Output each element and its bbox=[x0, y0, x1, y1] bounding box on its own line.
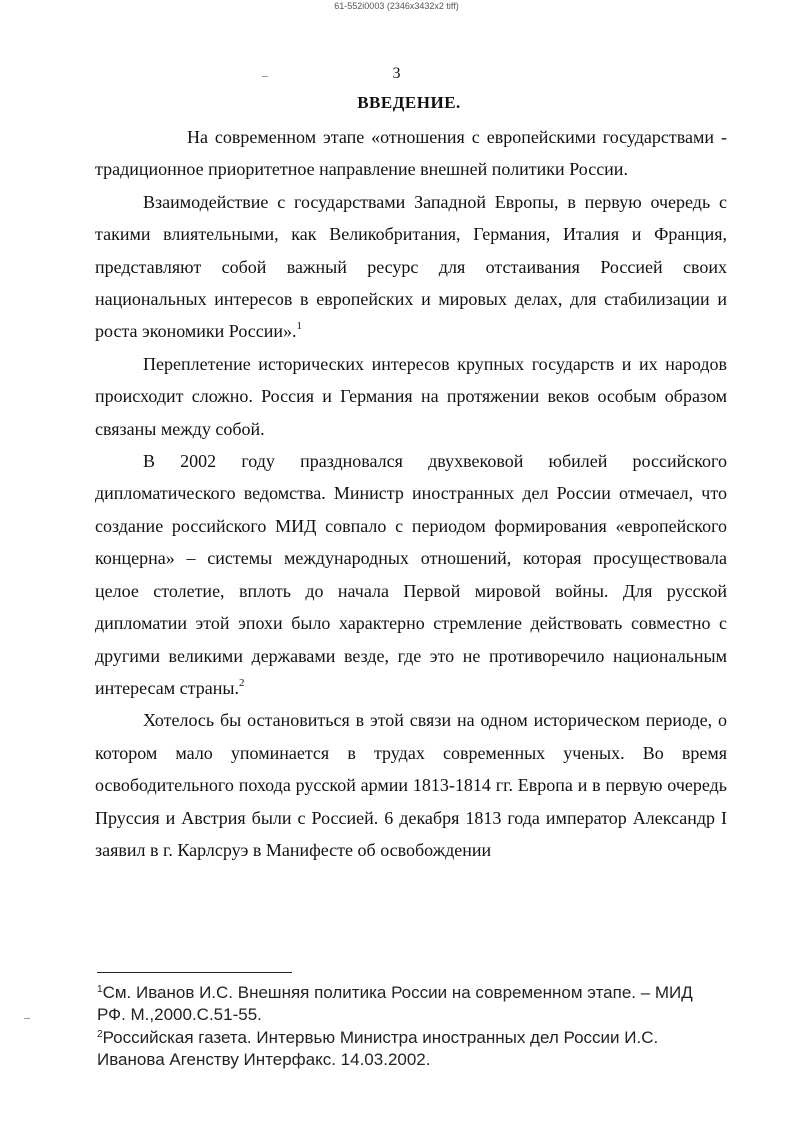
paragraph-5 bbox=[95, 704, 727, 866]
footnotes bbox=[97, 982, 712, 1072]
footnote-1 bbox=[97, 982, 712, 1025]
footnote-ref-1: 1 bbox=[296, 320, 303, 333]
footnote-divider bbox=[97, 972, 292, 973]
scan-header: 61-552i0003 (2346x3432x2 tiff) bbox=[334, 1, 459, 11]
scan-speck bbox=[24, 1018, 30, 1019]
paragraph-3 bbox=[95, 348, 727, 445]
paragraph-text: Взаимодействие с государствами Западной Европы, в первую очередь с такими влиятельными, как Великобритания, Германия, Италия и Франция, представляют собой важный ресурс для отстаивания Россией своих национальных интересов в европейских и мировых делах, для стабилизации и роста экономики России». bbox=[95, 191, 727, 342]
paragraph-1 bbox=[95, 121, 727, 186]
page-number: 3 bbox=[392, 65, 401, 82]
body-text bbox=[95, 121, 727, 866]
paragraph-2 bbox=[95, 186, 727, 348]
paragraph-text: Хотелось бы остановиться в этой связи на одном историческом периоде, о котором мало упоминается в трудах современных ученых. Во время освободительного похода русской армии 1813-1814 гг. Европа и в первую очередь Пруссия и Австрия были с Россией. 6 декабря 1813 года император Александр I заявил в г. Карлсруэ в Манифесте об освобождении bbox=[95, 710, 727, 860]
paragraph-4 bbox=[95, 445, 727, 704]
footnote-ref-2: 2 bbox=[238, 676, 245, 689]
scan-speck bbox=[262, 76, 268, 77]
paragraph-text: Переплетение исторических интересов крупных государств и их народов происходит сложно. Россия и Германия на протяжении веков особым образом связаны между собой. bbox=[95, 353, 727, 439]
footnote-marker: 1 bbox=[97, 984, 103, 995]
paragraph-text: На современном этапе «отношения с европейскими государствами - традиционное приоритетное направление внешней политики России. bbox=[95, 127, 727, 180]
paragraph-text: В 2002 году праздновался двухвековой юбилей российского дипломатического ведомства. Министр иностранных дел России отмечаел, что создание российского МИД совпало с периодом формирования «европейского концерна» – системы международных отношений, которая просуществовала целое столетие, вплоть до начала Первой мировой войны. Для русской дипломатии этой эпохи было характерно стремление действовать совместно с другими великими державами везде, где это не противоречило национальным интересам страны. bbox=[95, 451, 727, 698]
footnote-marker: 2 bbox=[97, 1029, 103, 1040]
page-title: ВВЕДЕНИЕ. bbox=[357, 93, 461, 112]
footnote-text: Российская газета. Интервью Министра иностранных дел России И.С. Иванова Агенству Интерфакс. 14.03.2002. bbox=[97, 1028, 659, 1069]
footnote-2 bbox=[97, 1027, 712, 1070]
footnote-text: См. Иванов И.С. Внешняя политика России на современном этапе. – МИД РФ. М.,2000.С.51-55. bbox=[97, 983, 693, 1024]
